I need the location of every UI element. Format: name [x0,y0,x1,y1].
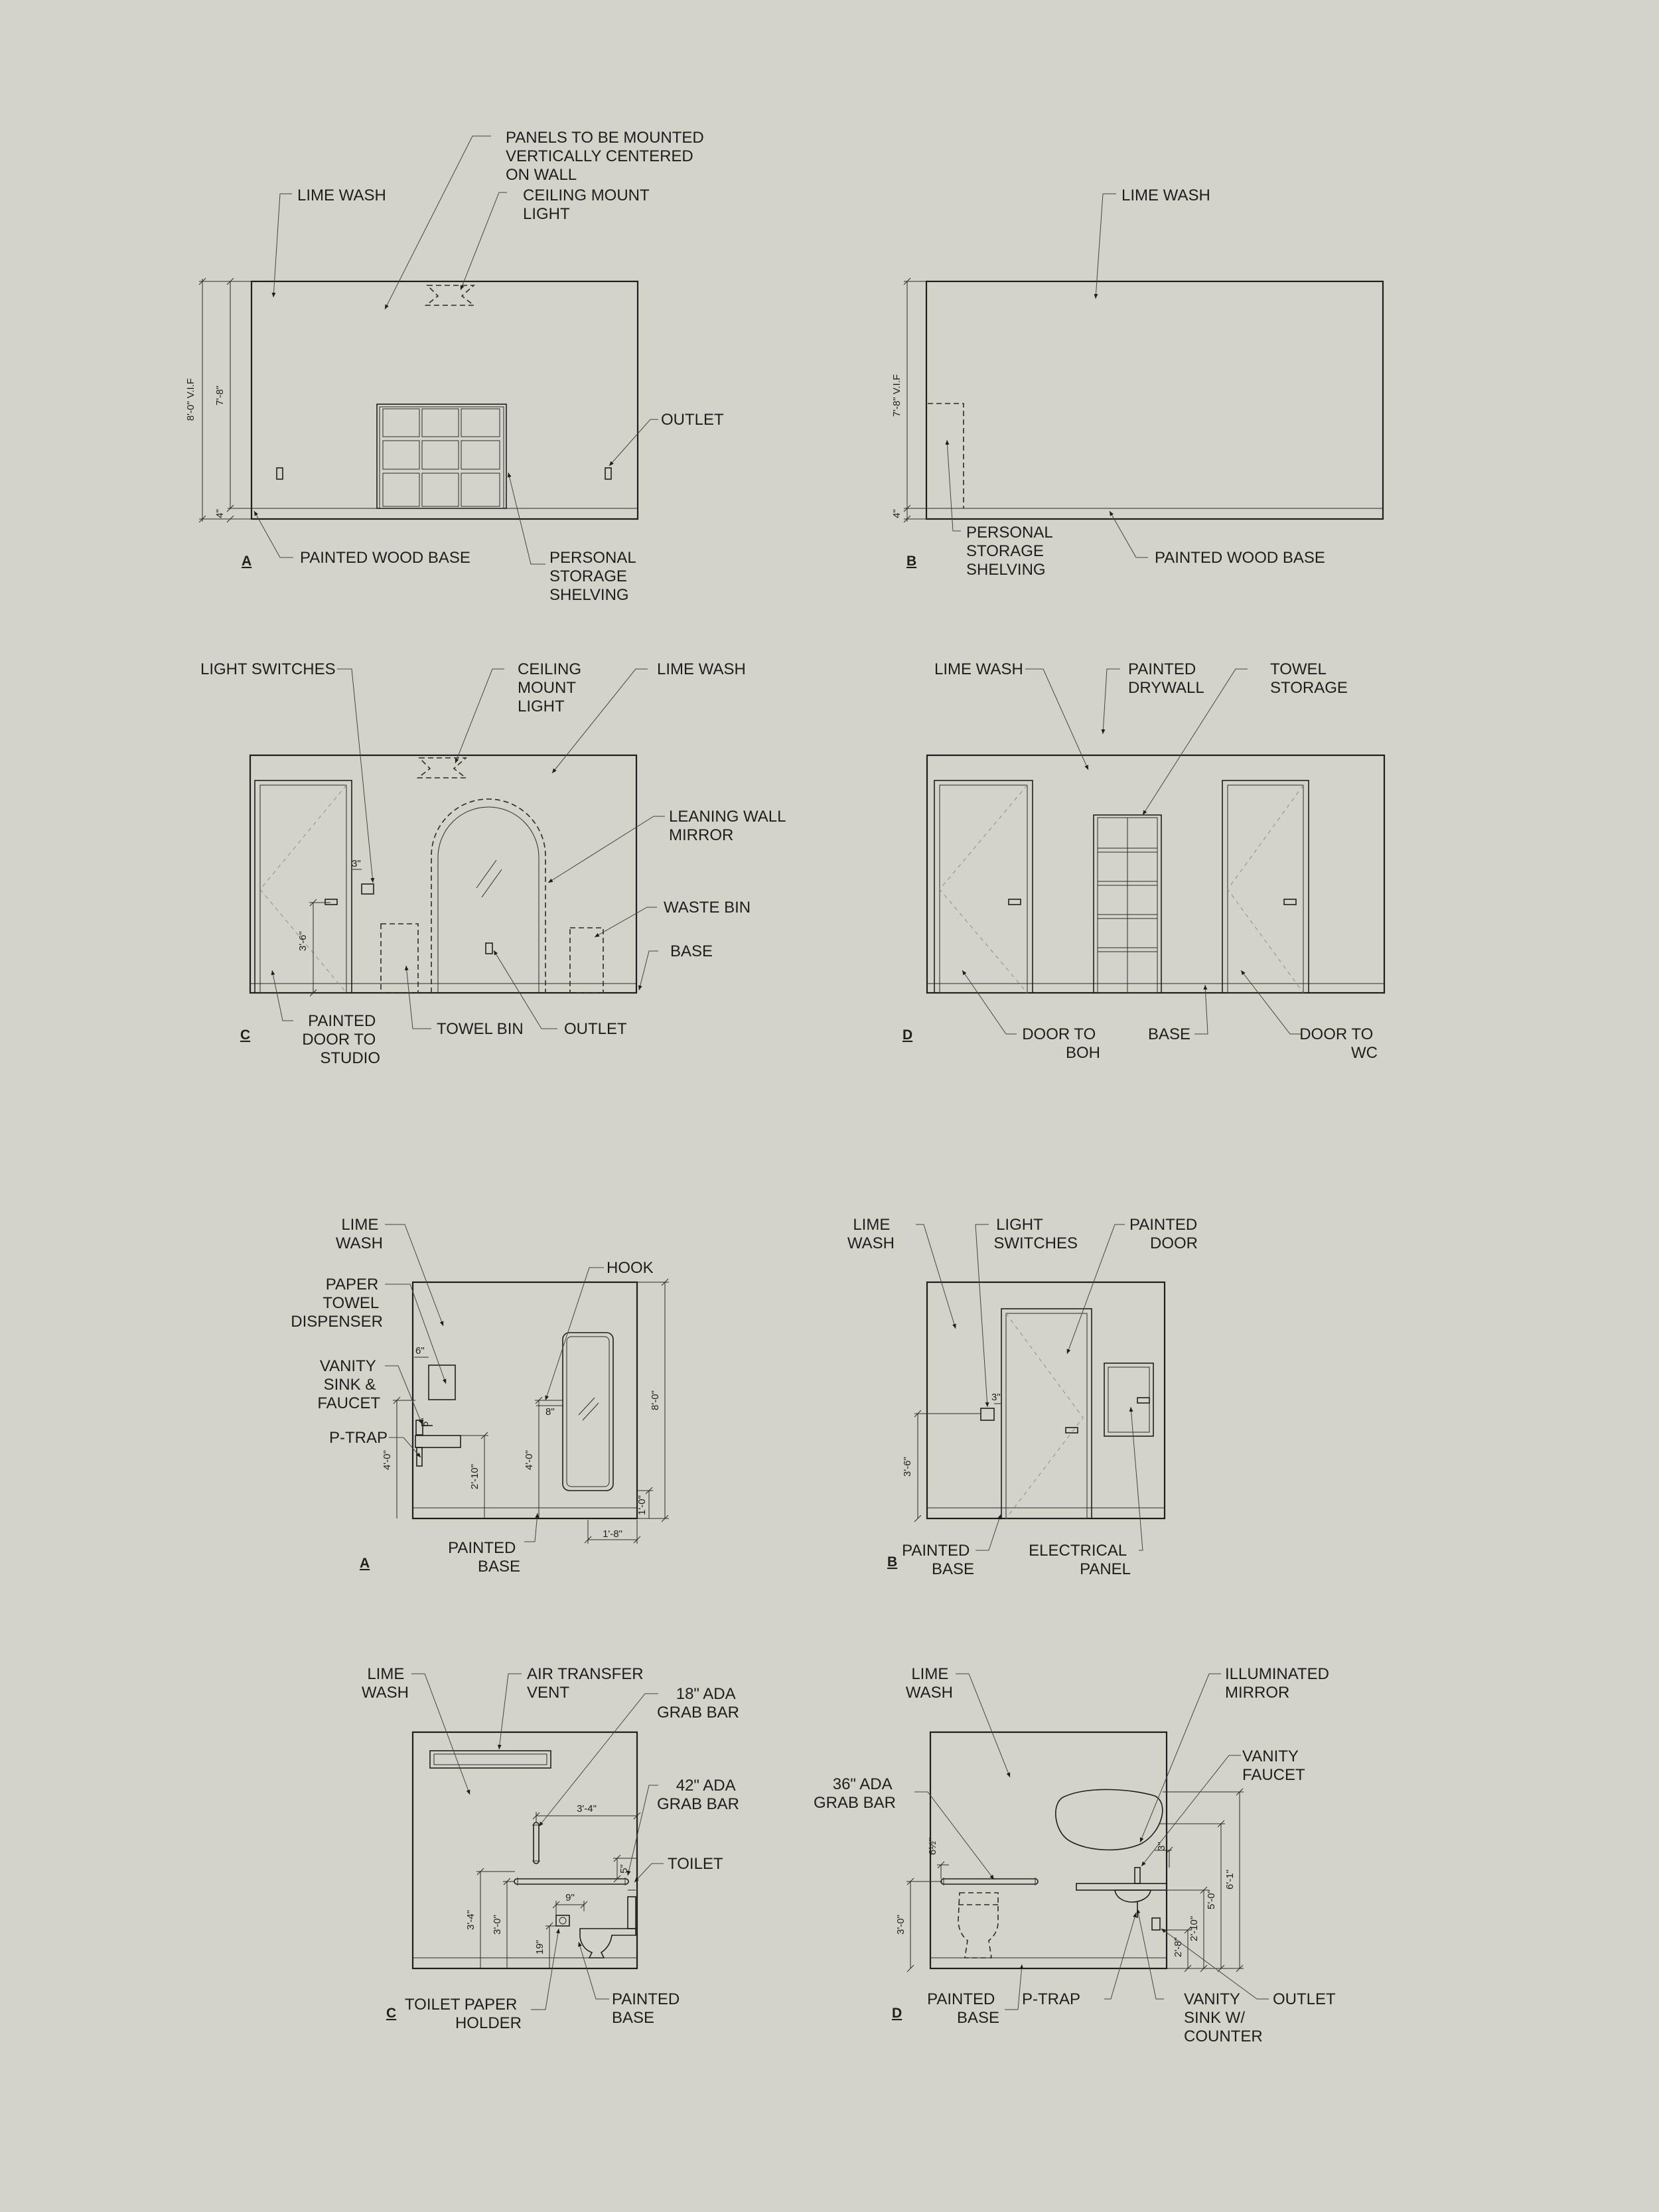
label-wood-base: PAINTED WOOD BASE [1155,549,1325,567]
dimension-lines [476,1812,640,1968]
elevation-tag-wc-b: B [887,1554,898,1570]
storage-shelving-outline [928,404,964,508]
dim-3ft: 3'-0" [895,1915,906,1935]
label-grab-bar-36: 36" ADA GRAB BAR [813,1775,896,1812]
painted-door-studio [255,780,352,993]
towel-bin [381,924,418,993]
elevation-tag-wc-c: C [386,2006,397,2021]
label-illuminated-mirror: ILLUMINATED MIRROR [1225,1665,1329,1702]
label-door-boh: DOOR TO BOH [1022,1025,1100,1062]
ceiling-light-icon [426,285,474,305]
label-outlet: OUTLET [1273,1990,1336,2008]
dim-8in: 8" [545,1406,555,1418]
elevation-a-wc [291,1216,669,1576]
dim-3ft6: 3'-6" [902,1457,913,1477]
elevation-a-main [185,129,724,604]
door-wc [1222,780,1309,993]
air-transfer-vent [430,1751,551,1768]
elevation-tag-wc-a: A [360,1556,370,1571]
dim-4ft-b: 4'-0" [524,1450,535,1470]
label-shelving: PERSONAL STORAGE SHELVING [966,524,1052,579]
dim-2ft10: 2'-10" [469,1463,480,1490]
label-towel-dispenser: PAPER TOWEL DISPENSER [291,1276,383,1331]
elevation-tag-d: D [902,1027,913,1043]
dim-3in: 3" [991,1392,1001,1403]
elevation-tag-wc-d: D [892,2006,902,2021]
outlet-icon [486,943,492,954]
elevation-c-main [200,660,790,1067]
label-grab-bar-18: 18" ADA GRAB BAR [656,1685,739,1722]
label-mirror: LEANING WALL MIRROR [669,808,786,844]
wall-outline [927,1282,1165,1518]
label-waste-bin: WASTE BIN [664,899,751,917]
label-shelving: PERSONAL STORAGE SHELVING [549,549,636,604]
label-ptrap: P-TRAP [328,1429,388,1447]
grab-bar-18 [532,1822,540,1864]
label-wood-base: PAINTED WOOD BASE [300,549,470,567]
dim-6in: 6" [415,1345,425,1357]
wall-outline [413,1282,637,1518]
label-door-wc: DOOR TO WC [1299,1025,1378,1062]
toilet [580,1890,636,1958]
label-vanity: VANITY SINK & FAUCET [317,1357,380,1412]
label-lime-wash: LIME WASH [905,1665,953,1702]
label-door-studio: PAINTED DOOR TO STUDIO [302,1012,380,1067]
dim-3ft4-b: 3'-4" [465,1910,476,1930]
label-panels: PANELS TO BE MOUNTED VERTICALLY CENTERED ON WALL [506,129,704,184]
dim-overall-height: 8'-0" V.I.F [185,378,196,421]
label-electrical-panel: ELECTRICAL PANEL [1029,1542,1131,1578]
label-lime-wash: LIME WASH [335,1216,383,1252]
label-vanity-faucet: VANITY FAUCET [1242,1747,1305,1784]
label-light-switches: LIGHT SWITCHES [993,1216,1078,1252]
dimension-lines [904,278,927,522]
leaning-mirror [431,799,545,993]
toilet-paper-holder [556,1915,569,1926]
label-base: PAINTED BASE [927,1990,999,2027]
label-lime-wash: LIME WASH [297,186,386,204]
label-towel-bin: TOWEL BIN [437,1020,524,1038]
dim-2ft8: 2'-8" [1173,1937,1184,1957]
toilet-side [958,1893,998,1958]
label-painted-drywall: PAINTED DRYWALL [1128,660,1204,697]
waste-bin [570,928,603,993]
dim-3in: 3" [1156,1842,1167,1851]
dim-3ft: 3'-0" [492,1915,503,1935]
outlet-icon [1152,1918,1160,1930]
elevation-c-wc [362,1665,739,2032]
label-lime-wash: LIME WASH [1121,186,1210,204]
ceiling-light-icon [418,758,466,778]
door-boh [934,780,1033,993]
label-base: BASE [1148,1025,1191,1043]
elevation-b-main [891,186,1383,579]
dimension-lines [309,869,362,996]
dim-handle-height: 3'-6" [297,931,309,951]
elevation-d-wc [814,1665,1336,2045]
label-outlet: OUTLET [564,1020,627,1038]
dim-1ft8: 1'-8" [603,1528,622,1540]
label-grab-bar-42: 42" ADA GRAB BAR [656,1777,739,1813]
dimension-lines [906,1789,1244,1972]
dim-6-5in: 6½" [927,1837,938,1856]
label-painted-door: PAINTED DOOR [1129,1216,1198,1252]
label-towel-storage: TOWEL STORAGE [1270,660,1348,697]
dim-19in: 19" [534,1939,545,1955]
label-lime-wash: LIME WASH [934,660,1023,678]
dim-9in: 9" [565,1892,575,1903]
elevation-tag-c: C [240,1027,251,1043]
outlet-icon [277,468,283,479]
dim-4ft-a: 4'-0" [382,1450,393,1470]
dim-base-height: 4" [214,509,226,518]
wall-mirror [563,1333,613,1491]
outlet-icon [605,468,611,479]
wall-outline [930,1732,1167,1968]
label-ceiling-light: CEILING MOUNT LIGHT [518,660,582,715]
dim-switch-offset: 3" [352,858,361,869]
dimension-lines [199,278,252,522]
light-switch-icon [981,1408,994,1420]
wall-outline [252,281,638,519]
dim-5in: 5" [419,1418,431,1427]
grab-bar-36 [941,1878,1038,1885]
label-vanity-sink: VANITY SINK W/ COUNTER [1184,1990,1263,2045]
dim-2ft10: 2'-10" [1189,1915,1200,1942]
painted-door [1001,1309,1092,1518]
label-ceiling-light: CEILING MOUNT LIGHT [523,186,650,223]
label-light-switches: LIGHT SWITCHES [200,660,336,678]
elevation-tag-a: A [242,553,252,569]
label-lime-wash: LIME WASH [361,1665,409,1702]
dim-base-height: 4" [891,509,902,518]
dim-3ft4-a: 3'-4" [577,1803,597,1814]
paper-towel-dispenser [429,1365,455,1400]
elevation-tag-b: B [906,553,917,569]
label-ptrap: P-TRAP [1022,1990,1081,2008]
dim-wall-height: 7'-8" [214,386,226,406]
label-outlet: OUTLET [661,411,724,429]
vanity-sink-counter [1076,1868,1167,1918]
elevation-d-main [902,660,1384,1062]
label-lime-wash: LIME WASH [657,660,746,678]
label-toilet: TOILET [668,1855,723,1873]
wall-outline [250,755,636,993]
label-base: PAINTED BASE [448,1539,520,1576]
wall-outline [927,755,1384,993]
electrical-panel [1104,1363,1153,1436]
illuminated-mirror [1056,1789,1163,1850]
light-switch-icon [362,884,374,894]
label-base: PAINTED BASE [902,1542,974,1578]
label-lime-wash: LIME WASH [847,1216,895,1252]
label-hook: HOOK [607,1259,654,1277]
dim-5ft: 5'-0" [1206,1889,1217,1909]
dim-wall-height: 7'-8" V.I.F [891,374,902,417]
label-vent: AIR TRANSFER VENT [527,1665,644,1702]
label-tp-holder: TOILET PAPER HOLDER [404,1996,522,2032]
towel-storage [1094,815,1161,993]
dimension-lines [393,1279,669,1544]
wall-outline [926,281,1383,519]
label-base: BASE [670,942,713,960]
dim-8ft: 8'-0" [650,1390,661,1410]
dim-6ft1: 6'-1" [1224,1870,1236,1889]
label-base: PAINTED BASE [612,1990,680,2027]
dim-1ft: 1'-0" [636,1495,648,1515]
grab-bar-42 [514,1878,628,1885]
elevation-b-wc [847,1216,1202,1578]
dim-5in: 5" [618,1864,630,1874]
storage-shelving [377,404,506,508]
